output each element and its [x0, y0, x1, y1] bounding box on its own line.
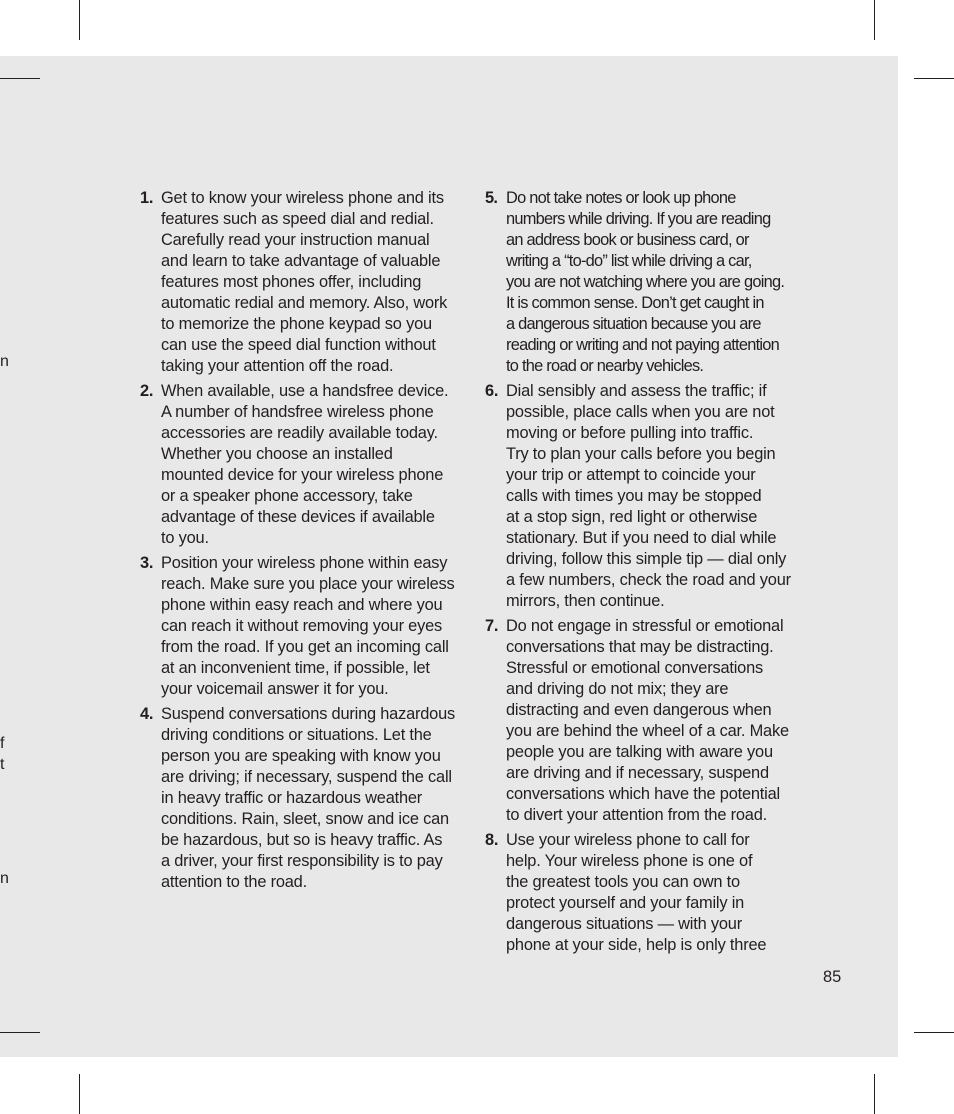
edge-text-fragment: n	[0, 870, 9, 887]
crop-mark-bottom-right	[874, 1074, 875, 1114]
crop-mark-bottom-left	[79, 1074, 80, 1114]
list-item	[485, 188, 815, 377]
edge-text-fragment: t	[0, 756, 5, 773]
item-number: 6.	[485, 382, 499, 400]
crop-mark-right-bottom	[914, 1032, 954, 1033]
item-text: When available, use a handsfree device. A number of handsfree wireless phone accessories are readily available today. Whether you choose an installed mounted device for your wireless phone or a speaker phone accessory, take advantage of these devices if available to you.	[161, 382, 449, 547]
list-item	[485, 830, 815, 956]
page-number: 85	[823, 968, 842, 986]
crop-mark-right-top	[914, 78, 954, 79]
crop-mark-top-left	[79, 0, 80, 40]
item-text: Suspend conversations during hazardous driving conditions or situations. Let the person you are speaking with know you are driving; if necessary, suspend the call in heavy traffic or hazardous weather conditions. Rain, sleet, snow and ice can be hazardous, but so is heavy traffic. As a driver, your first responsibility is to pay attention to the road.	[161, 705, 456, 891]
list-item	[485, 381, 815, 612]
item-number: 4.	[140, 705, 154, 723]
crop-mark-left-bottom	[0, 1032, 40, 1033]
item-number: 2.	[140, 382, 154, 400]
item-text: Use your wireless phone to call for help. Your wireless phone is one of the greatest tools you can own to protect yourself and your family in dangerous situations — with your phone at your side, help is only three	[506, 831, 767, 954]
item-number: 7.	[485, 617, 499, 635]
list-item	[140, 381, 470, 549]
list-item	[140, 704, 470, 893]
edge-text-fragment: n	[0, 353, 9, 370]
item-text: Position your wireless phone within easy reach. Make sure you place your wireless phone within easy reach and where you can reach it without removing your eyes from the road. If you get an incoming call at an inconvenient time, if possible, let your voicemail answer it for you.	[161, 554, 455, 698]
list-item	[485, 616, 815, 826]
item-number: 1.	[140, 189, 154, 207]
left-column	[140, 188, 470, 897]
item-text: Get to know your wireless phone and its features such as speed dial and redial. Carefully read your instruction manual and learn to take advantage of valuable features most phones offer, including automatic redial and memory. Also, work to memorize the phone keypad so you can use the speed dial function without taking your attention off the road.	[161, 189, 448, 375]
item-number: 5.	[485, 189, 498, 207]
edge-text-fragment: f	[0, 735, 5, 752]
list-item	[140, 553, 470, 700]
item-text: Do not engage in stressful or emotional conversations that may be distracting. Stressful or emotional conversations and driving do not mix; they are distracting and even dangerous when you are behind the wheel of a car. Make people you are talking with aware you are driving and if necessary, suspend conversations which have the potential to divert your attention from the road.	[506, 617, 789, 824]
item-text: Do not take notes or look up phone numbers while driving. If you are reading an address book or business card, or writing a “to-do” list while driving a car, you are not watching where you are going. It is common sense. Don’t get caught in a dangerous situation because you are reading or writing and not paying attention to the road or nearby vehicles.	[506, 189, 785, 375]
item-number: 3.	[140, 554, 154, 572]
crop-mark-left-top	[0, 78, 40, 79]
list-item	[140, 188, 470, 377]
crop-mark-top-right	[874, 0, 875, 40]
right-column	[485, 188, 815, 960]
item-number: 8.	[485, 831, 499, 849]
item-text: Dial sensibly and assess the traffic; if possible, place calls when you are not moving or before pulling into traffic. Try to plan your calls before you begin your trip or attempt to coincide your calls with times you may be stopped at a stop sign, red light or otherwise stationary. But if you need to dial while driving, follow this simple tip — dial only a few numbers, check the road and your mirrors, then continue.	[506, 382, 791, 610]
